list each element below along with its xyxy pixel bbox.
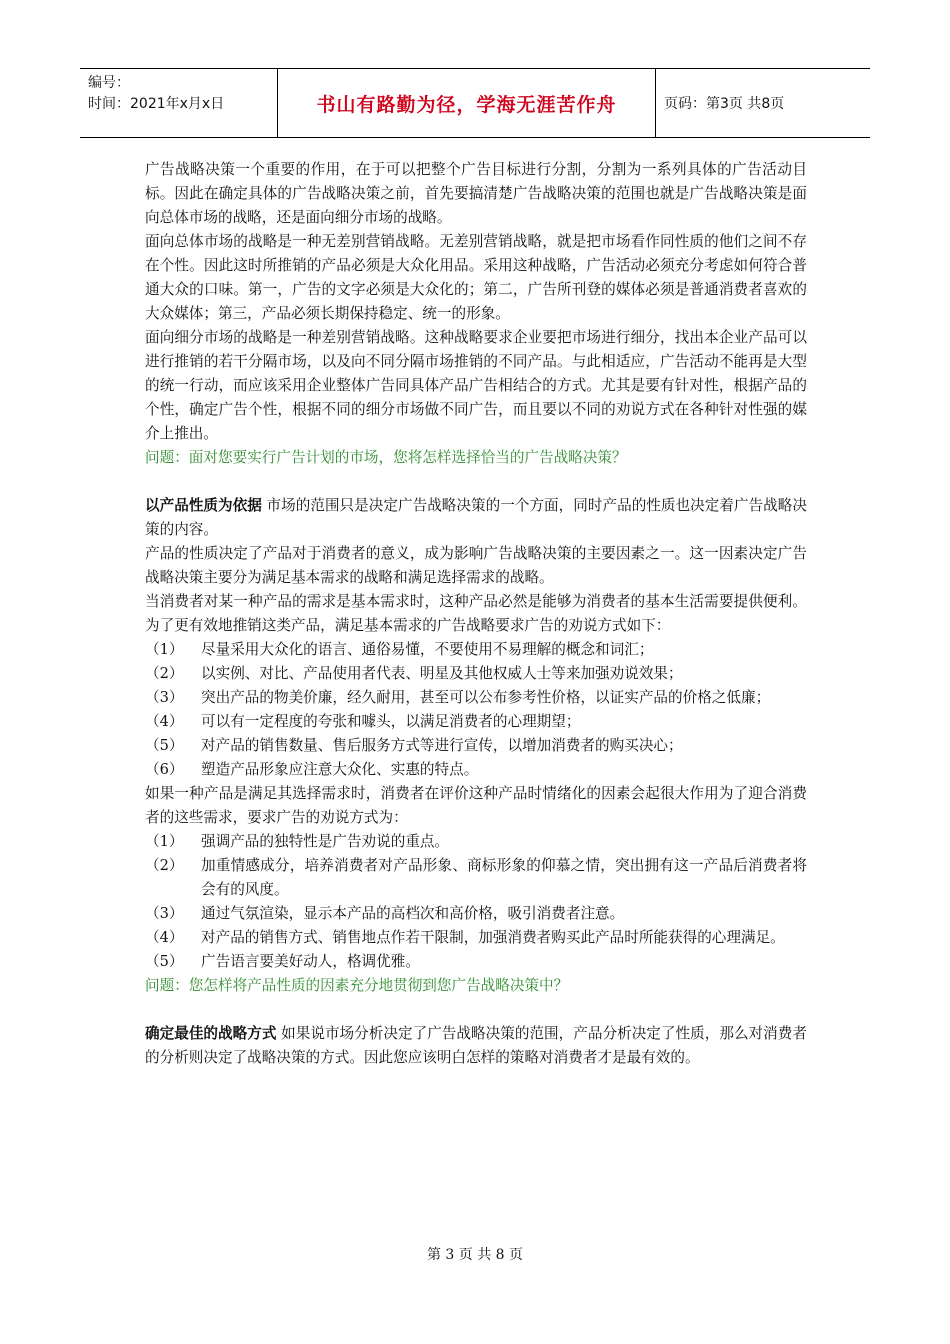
paragraph: 面向总体市场的战略是一种无差别营销战略。无差别营销战略，就是把市场看作同性质的他们之间不存在个性。因此这时所推销的产品必须是大众化用品。采用这种战略，广告活动必须充分考虑如何符合普通大众的口味。第一，广告的文字必须是大众化的；第二，广告所刊登的媒体必须是普通消费者喜欢的大众媒体；第三，产品必须长期保持稳定、统一的形象。: [145, 233, 807, 322]
section-title: 以产品性质为依据: [145, 497, 262, 514]
list-text: 塑造产品形象应注意大众化、实惠的特点。: [201, 761, 479, 778]
spacer: [145, 470, 807, 494]
paragraph: 面向细分市场的战略是一种差别营销战略。这种战略要求企业要把市场进行细分，找出本企业产品可以进行推销的若干分隔市场，以及向不同分隔市场推销的不同产品。与此相适应，广告活动不能再是大型的统一行动，而应该采用企业整体广告同具体产品广告相结合的方式。尤其是要有针对性，根据产品的个性，确定广告个性，根据不同的细分市场做不同广告，而且要以不同的劝说方式在各种针对性强的媒介上推出。: [145, 329, 807, 442]
list-number: （3）: [145, 905, 184, 922]
section-paragraph: [145, 1022, 807, 1070]
header-meta: [80, 69, 278, 137]
list-number: （2）: [145, 857, 184, 874]
paragraph: 如果一种产品是满足其选择需求时，消费者在评价这种产品时情绪化的因素会起很大作用为了迎合消费者的这些需求，要求广告的劝说方式为：: [145, 785, 807, 826]
list-item: [145, 854, 807, 902]
paragraph: 当消费者对某一种产品的需求是基本需求时，这种产品必然是能够为消费者的基本生活需要提供便利。为了更有效地推销这类产品，满足基本需求的广告战略要求广告的劝说方式如下：: [145, 593, 807, 634]
paragraph: 产品的性质决定了产品对于消费者的意义，成为影响广告战略决策的主要因素之一。这一因素决定广告战略决策主要分为满足基本需求的战略和满足选择需求的战略。: [145, 545, 807, 586]
list-number: （4）: [145, 929, 184, 946]
list-item: [145, 638, 807, 662]
list-number: （1）: [145, 641, 184, 658]
list-item: [145, 662, 807, 686]
list-item: [145, 758, 807, 782]
list-text: 尽量采用大众化的语言、通俗易懂，不要使用不易理解的概念和词汇；: [201, 641, 654, 658]
list-number: （1）: [145, 833, 184, 850]
list-number: （2）: [145, 665, 184, 682]
paragraph: 广告战略决策一个重要的作用，在于可以把整个广告目标进行分割，分割为一系列具体的广告活动目标。因此在确定具体的广告战略决策之前，首先要搞清楚广告战略决策的范围也就是广告战略决策是面向总体市场的战略，还是面向细分市场的战略。: [145, 161, 807, 226]
question: 问题：面对您要实行广告计划的市场，您将怎样选择恰当的广告战略决策？: [145, 449, 627, 466]
list-item: [145, 950, 807, 974]
list-text: 对产品的销售数量、售后服务方式等进行宣传，以增加消费者的购买决心；: [201, 737, 683, 754]
list-item: [145, 686, 807, 710]
list-text: 以实例、对比、产品使用者代表、明星及其他权威人士等来加强劝说效果；: [201, 665, 683, 682]
list-item: [145, 830, 807, 854]
list-selective-needs: [145, 830, 807, 974]
list-text: 可以有一定程度的夸张和噱头，以满足消费者的心理期望；: [201, 713, 581, 730]
list-text: 突出产品的物美价廉，经久耐用，甚至可以公布参考性价格，以证实产品的价格之低廉；: [201, 689, 771, 706]
list-number: （5）: [145, 953, 184, 970]
spacer: [145, 998, 807, 1022]
list-item: [145, 926, 807, 950]
section-text: 市场的范围只是决定广告战略决策的一个方面，同时产品的性质也决定着广告战略决策的内容。: [145, 497, 807, 538]
list-number: （4）: [145, 713, 184, 730]
section-paragraph: [145, 494, 807, 542]
list-number: （5）: [145, 737, 184, 754]
list-text: 加重情感成分，培养消费者对产品形象、商标形象的仰慕之情，突出拥有这一产品后消费者将会有的风度。: [201, 857, 807, 898]
list-text: 强调产品的独特性是广告劝说的重点。: [201, 833, 450, 850]
question: 问题：您怎样将产品性质的因素充分地贯彻到您广告战略决策中？: [145, 977, 569, 994]
list-basic-needs: [145, 638, 807, 782]
list-number: （3）: [145, 689, 184, 706]
list-number: （6）: [145, 761, 184, 778]
list-item: [145, 734, 807, 758]
number-label: 编号：: [88, 75, 130, 91]
list-text: 对产品的销售方式、销售地点作若干限制，加强消费者购买此产品时所能获得的心理满足。: [201, 929, 785, 946]
header-page-label: 页码：第3页 共8页: [664, 96, 785, 112]
list-item: [145, 710, 807, 734]
header-motto: 书山有路勤为径，学海无涯苦作舟: [278, 69, 656, 137]
list-text: 广告语言要美好动人，格调优雅。: [201, 953, 420, 970]
document-body: [145, 158, 807, 1070]
section-text: 如果说市场分析决定了广告战略决策的范围，产品分析决定了性质，那么对消费者的分析则决定了战略决策的方式。因此您应该明白怎样的策略对消费者才是最有效的。: [145, 1025, 807, 1066]
section-title: 确定最佳的战略方式: [145, 1025, 277, 1042]
page-header: [80, 68, 870, 138]
page-footer: 第 3 页 共 8 页: [426, 1247, 524, 1263]
list-item: [145, 902, 807, 926]
time-label: 时间：2021年x月x日: [88, 96, 225, 112]
list-text: 通过气氛渲染，显示本产品的高档次和高价格，吸引消费者注意。: [201, 905, 625, 922]
